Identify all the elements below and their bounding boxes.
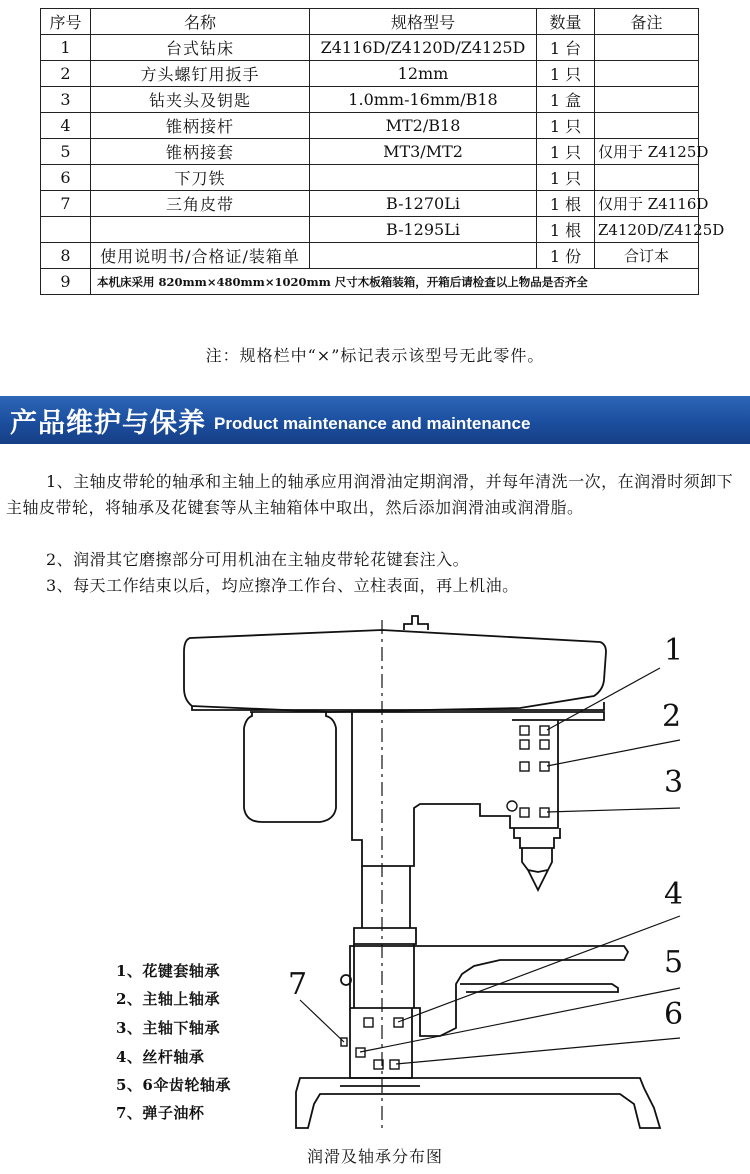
cell-remark (595, 165, 699, 191)
table-row (41, 217, 699, 243)
cell-name: 使用说明书/合格证/装箱单 (91, 243, 310, 269)
cell-remark: 仅用于 Z4125D (595, 139, 699, 165)
cell-spec: MT2/B18 (310, 113, 537, 139)
cell-qty: 1 只 (537, 113, 595, 139)
lubrication-diagram (0, 608, 750, 1170)
section-title-en: Product maintenance and maintenance (214, 414, 531, 433)
paragraph-text: 1、主轴皮带轮的轴承和主轴上的轴承应用润滑油定期润滑，并每年清洗一次，在润滑时须卸下主轴皮带轮，将轴承及花键套等从主轴箱体中取出，然后添加润滑油或润滑脂。 (6, 472, 734, 517)
cell-qty: 1 只 (537, 139, 595, 165)
cell-qty: 1 盒 (537, 87, 595, 113)
header-name: 名称 (91, 9, 310, 35)
callout-1: 1 (664, 633, 684, 668)
table-row (41, 243, 699, 269)
column-middle (354, 944, 414, 1008)
legend-5: 5、6伞齿轮轴承 (116, 1076, 231, 1094)
cell-no: 4 (41, 113, 91, 139)
table-row (41, 87, 699, 113)
cover-base-line (250, 712, 604, 720)
packing-list-table (40, 8, 725, 295)
cell-remark: Z4120D/Z4125D (595, 217, 699, 243)
table-footnote: 注：规格栏中“×”标记表示该型号无此零件。 (205, 346, 545, 365)
table-row (41, 35, 699, 61)
table-header-row (41, 9, 699, 35)
callout-leaders (300, 668, 680, 1064)
header-remark: 备注 (595, 9, 699, 35)
maintenance-paragraph-2 (6, 547, 744, 573)
cell-spec: 1.0mm-16mm/B18 (310, 87, 537, 113)
maintenance-paragraph-3 (6, 573, 744, 599)
column-upper (362, 866, 410, 928)
section-title-cn: 产品维护与保养 (10, 407, 206, 439)
cell-no: 7 (41, 191, 91, 217)
table-row (41, 113, 699, 139)
spindle-bearings (507, 726, 549, 817)
cell-name (91, 217, 310, 243)
cell-no: 9 (41, 269, 91, 295)
legend-2: 2、主轴上轴承 (116, 990, 220, 1008)
section-banner (0, 396, 750, 444)
table-row (41, 165, 699, 191)
cell-name: 锥柄接杆 (91, 113, 310, 139)
top-knob (404, 616, 428, 630)
callout-4: 4 (664, 877, 684, 912)
legend-4: 4、丝杆轴承 (116, 1048, 205, 1066)
cell-no (41, 217, 91, 243)
cell-no: 2 (41, 61, 91, 87)
cell-qty: 1 台 (537, 35, 595, 61)
maintenance-paragraph-1 (6, 469, 744, 521)
cell-name: 方头螺钉用扳手 (91, 61, 310, 87)
cell-no: 3 (41, 87, 91, 113)
callout-3: 3 (664, 765, 684, 800)
drill-chuck (514, 828, 560, 890)
belt-cover (184, 630, 606, 712)
column-collar (354, 928, 416, 944)
table-row (41, 269, 699, 295)
cell-spec: Z4116D/Z4120D/Z4125D (310, 35, 537, 61)
motor (244, 712, 336, 822)
arm-inner (460, 984, 618, 992)
cell-remark (595, 113, 699, 139)
cell-no: 8 (41, 243, 91, 269)
callout-7: 7 (288, 967, 308, 1002)
cell-remark (595, 87, 699, 113)
cell-qty: 1 根 (537, 217, 595, 243)
cell-spec (310, 165, 537, 191)
cell-remark: 合订本 (595, 243, 699, 269)
cell-name: 钻夹头及钥匙 (91, 87, 310, 113)
header-qty: 数量 (537, 9, 595, 35)
callout-6: 6 (664, 997, 684, 1032)
drill-press-drawing (0, 608, 750, 1170)
work-table-arm (350, 946, 628, 1036)
paragraph-text: 2、润滑其它磨擦部分可用机油在主轴皮带轮花键套注入。 (46, 550, 470, 569)
table-body (41, 35, 725, 295)
table-row (41, 61, 699, 87)
cell-name: 下刀铁 (91, 165, 310, 191)
cell-spec: B-1295Li (310, 217, 537, 243)
cell-note: 本机床采用 820mm×480mm×1020mm 尺寸木板箱装箱，开箱后请检查以上物品是否齐全 (91, 269, 699, 295)
cell-name: 锥柄接套 (91, 139, 310, 165)
cell-qty: 1 只 (537, 165, 595, 191)
diagram-caption: 润滑及轴承分布图 (306, 1147, 443, 1166)
cell-spec: B-1270Li (310, 191, 537, 217)
legend-3: 3、主轴下轴承 (116, 1019, 220, 1037)
cell-qty: 1 只 (537, 61, 595, 87)
table-row (41, 191, 699, 217)
cell-name: 台式钻床 (91, 35, 310, 61)
legend-1: 1、花键套轴承 (116, 962, 220, 980)
paragraph-text: 3、每天工作结束以后，均应擦净工作台、立柱表面，再上机油。 (46, 576, 519, 595)
cell-no: 6 (41, 165, 91, 191)
cell-name: 三角皮带 (91, 191, 310, 217)
cell-no: 1 (41, 35, 91, 61)
cell-remark (595, 35, 699, 61)
cell-qty: 1 根 (537, 191, 595, 217)
callout-5: 5 (664, 945, 684, 980)
header-no: 序号 (41, 9, 91, 35)
header-spec: 规格型号 (310, 9, 537, 35)
callout-2: 2 (662, 699, 682, 734)
cell-spec (310, 243, 537, 269)
cell-qty: 1 份 (537, 243, 595, 269)
cell-remark: 仅用于 Z4116D (595, 191, 699, 217)
cell-spec: 12mm (310, 61, 537, 87)
cell-remark (595, 61, 699, 87)
table-row (41, 139, 699, 165)
cell-spec: MT3/MT2 (310, 139, 537, 165)
cell-no: 5 (41, 139, 91, 165)
legend-6: 7、弹子油杯 (116, 1104, 205, 1122)
